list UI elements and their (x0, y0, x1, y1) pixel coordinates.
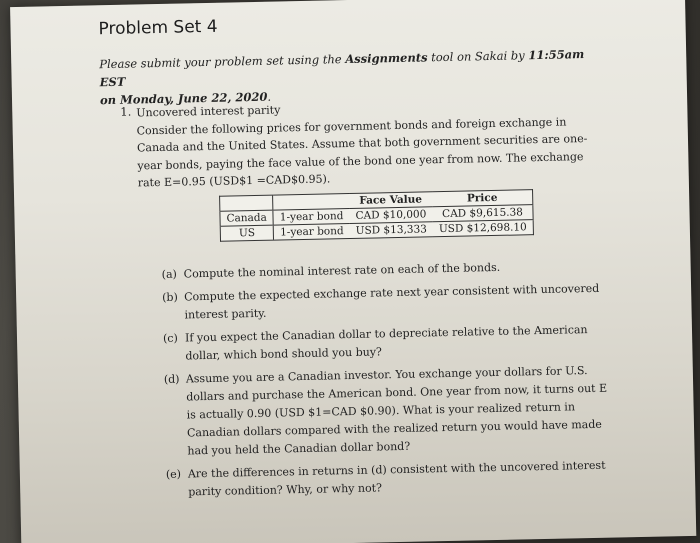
table-cell: 1-year bond (273, 209, 349, 226)
part-text: If you expect the Canadian dollar to depreciate relative to the American dollar, which bond should you buy? (184, 323, 588, 363)
question-number: 1. (120, 104, 132, 119)
instructions-period: . (267, 89, 272, 104)
instructions-middle: tool on Sakai by (427, 48, 529, 65)
instructions-deadline-time: 11:55am EST (99, 47, 585, 90)
part-label: (a) (161, 267, 177, 281)
question-body: Consider the following prices for government bonds and foreign exchange in Canada and the United States. Assume that both government securities are one-year bonds, paying the face value of the bond one year from now. The exchange rate E=0.95 (USD$1 =CAD$0.95). (136, 114, 588, 190)
table-cell: USD $12,698.10 (433, 220, 534, 237)
table-header-cell (220, 195, 274, 211)
page-title: Problem Set 4 (98, 16, 218, 40)
instructions-deadline-date: Monday, June 22, 2020 (119, 89, 268, 107)
table-header-cell (273, 194, 349, 211)
table-cell: CAD $10,000 (349, 207, 433, 224)
table-cell: Canada (220, 210, 274, 226)
question-block (136, 95, 608, 192)
part-text: Assume you are a Canadian investor. You exchange your dollars for U.S. dollars and purchase the American bond. One year from now, it turns out E is actually 0.90 (USD $1=CAD $0.90). What is your realized return in Canadian dollars compared with the realized return you would have made had you held the Canadian dollar bond? (185, 364, 608, 458)
part-text: Are the differences in returns in (d) consistent with the uncovered interest parity condition? Why, or why not? (187, 458, 606, 499)
instructions-prefix: Please submit your problem set using the (99, 52, 346, 72)
table-cell: USD $13,333 (350, 222, 434, 239)
instructions-tool: Assignments (345, 50, 428, 67)
table-header-cell: Face Value (349, 192, 433, 209)
question-heading: Uncovered interest parity (136, 103, 281, 120)
table-cell: CAD $9,615.38 (432, 205, 533, 222)
part-label: (d) (163, 372, 180, 386)
part-d (164, 361, 621, 461)
part-label: (e) (165, 467, 182, 481)
bond-price-table (219, 189, 534, 242)
question-parts (162, 256, 622, 506)
part-b (162, 279, 618, 325)
part-c (163, 320, 619, 366)
part-text: Compute the expected exchange rate next year consistent with uncovered interest parity. (184, 281, 600, 322)
part-e (166, 456, 622, 502)
part-label: (c) (162, 331, 178, 345)
part-a (162, 256, 617, 284)
table-cell: 1-year bond (274, 224, 350, 241)
part-label: (b) (162, 290, 178, 304)
part-text: Compute the nominal interest rate on each of the bonds. (183, 260, 501, 281)
table-header-cell: Price (432, 190, 533, 207)
table-cell: US (220, 225, 274, 241)
problem-sheet (10, 0, 696, 543)
instructions-line2-prefix: on (99, 92, 121, 108)
